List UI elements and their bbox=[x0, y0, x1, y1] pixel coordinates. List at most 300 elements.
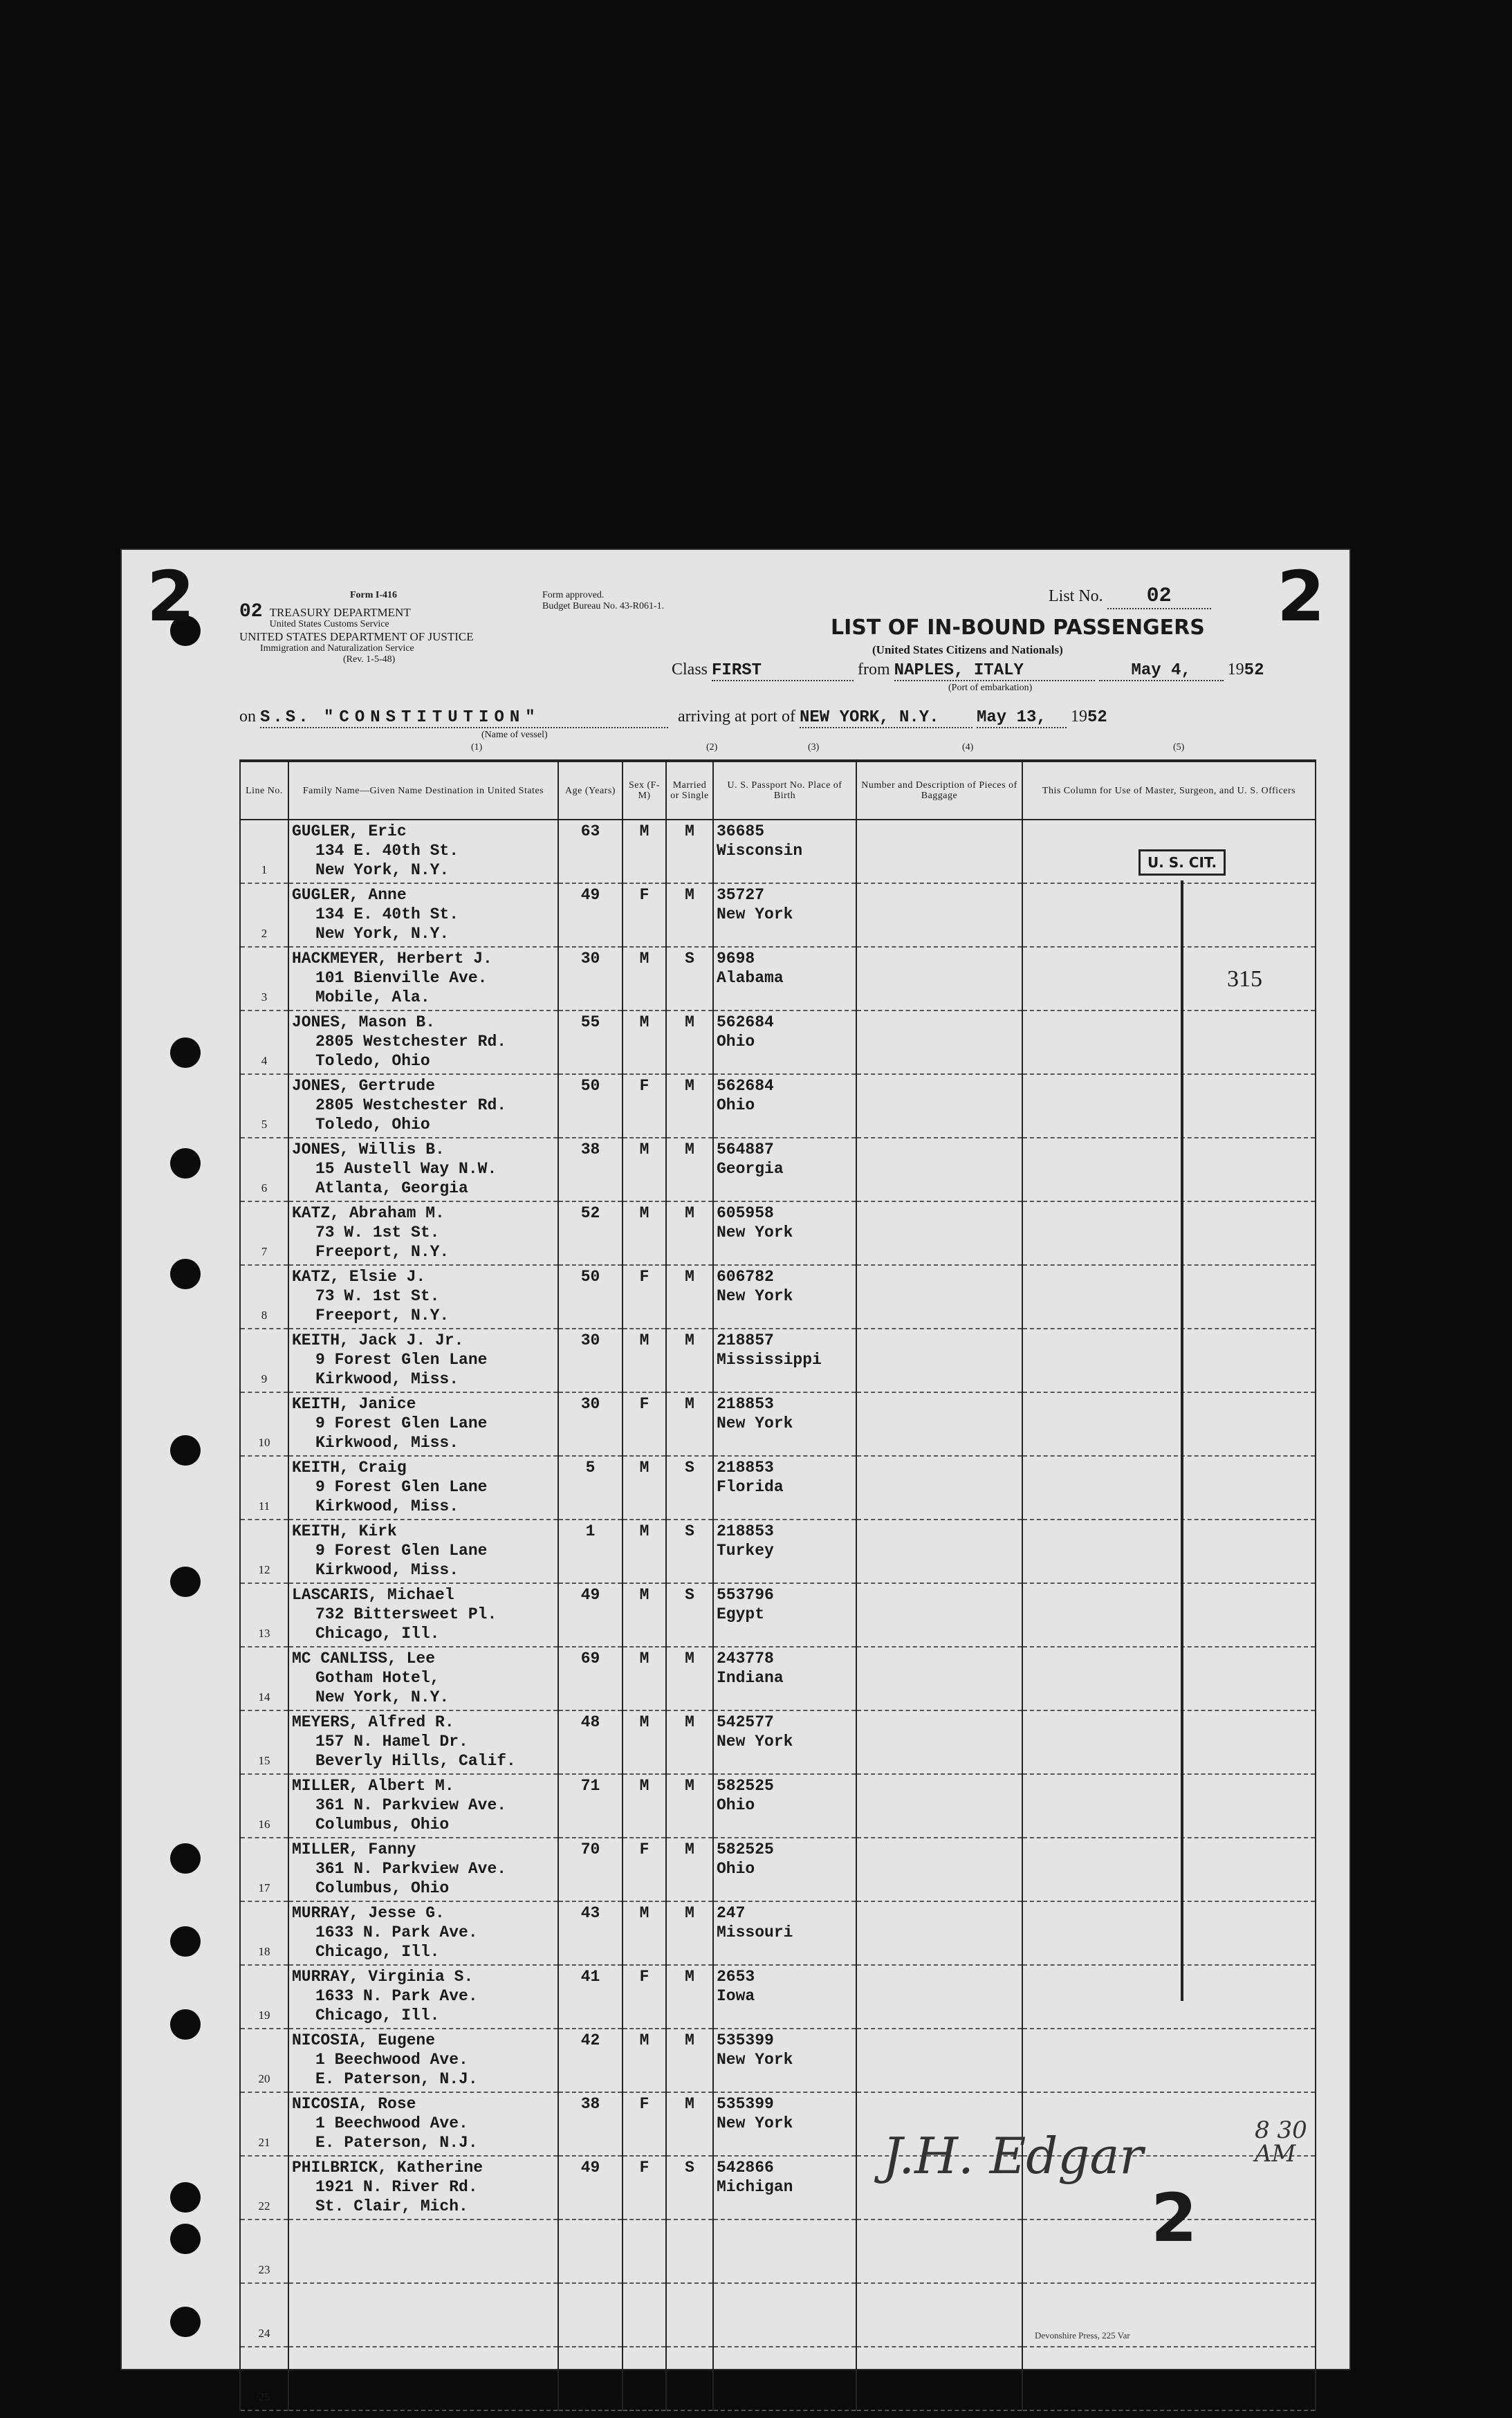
col-index-3: (3) bbox=[808, 742, 820, 753]
officer-cell bbox=[1022, 1774, 1316, 1838]
line-number: 2 bbox=[240, 883, 288, 947]
table-row bbox=[240, 2029, 1316, 2092]
address-line: 9 Forest Glen Lane bbox=[315, 1414, 488, 1432]
passenger-age: 38 bbox=[558, 1138, 623, 1201]
baggage-cell bbox=[856, 1010, 1022, 1074]
table-row bbox=[240, 1329, 1316, 1392]
binder-hole bbox=[170, 2307, 201, 2337]
passenger-marital-status: M bbox=[666, 2029, 713, 2092]
us-citizen-stamp: U. S. CIT. bbox=[1138, 849, 1226, 876]
baggage-cell bbox=[856, 1901, 1022, 1965]
passenger-name-address bbox=[288, 1647, 558, 1710]
passenger-age bbox=[558, 2347, 623, 2410]
approval-block bbox=[542, 590, 664, 612]
passenger-sex: F bbox=[623, 883, 666, 947]
binder-hole bbox=[170, 1926, 201, 1957]
col-baggage: Number and Description of Pieces of Baggage bbox=[856, 761, 1022, 820]
line-number: 25 bbox=[240, 2347, 288, 2410]
address-city: Kirkwood, Miss. bbox=[315, 1497, 459, 1515]
passenger-sex: M bbox=[623, 1583, 666, 1647]
birth-place: Indiana bbox=[717, 1669, 784, 1687]
binder-hole bbox=[170, 2224, 201, 2254]
passport-number: 2653 bbox=[717, 1968, 755, 1986]
table-row bbox=[240, 1392, 1316, 1456]
table-row bbox=[240, 1201, 1316, 1265]
passenger-sex: M bbox=[623, 1138, 666, 1201]
address-line: 1921 N. River Rd. bbox=[315, 2178, 478, 2196]
address-line: 361 N. Parkview Ave. bbox=[315, 1860, 507, 1878]
passport-birthplace bbox=[713, 1520, 856, 1583]
passenger-name: KEITH, Jack J. Jr. bbox=[292, 1331, 464, 1349]
baggage-cell bbox=[856, 1456, 1022, 1520]
passenger-marital-status: S bbox=[666, 2156, 713, 2219]
passenger-name-address bbox=[288, 1838, 558, 1901]
table-row bbox=[240, 1647, 1316, 1710]
passenger-sex: F bbox=[623, 2092, 666, 2156]
officer-cell bbox=[1022, 1010, 1316, 1074]
col-officers: This Column for Use of Master, Surgeon, and U. S. Officers bbox=[1022, 761, 1316, 820]
passenger-name-address bbox=[288, 2347, 558, 2410]
passenger-age: 5 bbox=[558, 1456, 623, 1520]
address-line: 9 Forest Glen Lane bbox=[315, 1542, 488, 1560]
baggage-cell bbox=[856, 1265, 1022, 1329]
address-city: Kirkwood, Miss. bbox=[315, 1561, 459, 1579]
passenger-age: 42 bbox=[558, 2029, 623, 2092]
baggage-cell bbox=[856, 883, 1022, 947]
passenger-age: 70 bbox=[558, 1838, 623, 1901]
officer-cell bbox=[1022, 1710, 1316, 1774]
passenger-marital-status: M bbox=[666, 1710, 713, 1774]
passenger-age: 52 bbox=[558, 1201, 623, 1265]
passport-number: 542866 bbox=[717, 2159, 774, 2177]
line-number: 4 bbox=[240, 1010, 288, 1074]
passport-birthplace bbox=[713, 1265, 856, 1329]
baggage-cell bbox=[856, 2029, 1022, 2092]
vessel-prefix: S.S. bbox=[260, 708, 311, 727]
passenger-age: 71 bbox=[558, 1774, 623, 1838]
voyage-line bbox=[672, 661, 1264, 681]
document-subtitle: (United States Citizens and Nationals) bbox=[872, 643, 1063, 656]
line-number: 20 bbox=[240, 2029, 288, 2092]
passenger-name: LASCARIS, Michael bbox=[292, 1586, 454, 1604]
baggage-cell bbox=[856, 1074, 1022, 1138]
line-number: 15 bbox=[240, 1710, 288, 1774]
passenger-name: KEITH, Kirk bbox=[292, 1522, 397, 1540]
address-line: 134 E. 40th St. bbox=[315, 905, 459, 923]
passenger-name-address bbox=[288, 1965, 558, 2029]
birth-place: Iowa bbox=[717, 1987, 755, 2005]
passport-birthplace bbox=[713, 1583, 856, 1647]
officer-cell bbox=[1022, 1520, 1316, 1583]
passport-birthplace bbox=[713, 2092, 856, 2156]
agency-block bbox=[239, 590, 502, 665]
passenger-sex: M bbox=[623, 1520, 666, 1583]
address-city: Chicago, Ill. bbox=[315, 1943, 440, 1961]
baggage-cell bbox=[856, 1138, 1022, 1201]
address-city: Kirkwood, Miss. bbox=[315, 1434, 459, 1452]
passenger-name-address bbox=[288, 883, 558, 947]
class-value: FIRST bbox=[712, 661, 854, 681]
officer-cell bbox=[1022, 1074, 1316, 1138]
officer-cell bbox=[1022, 947, 1316, 1010]
passport-number: 535399 bbox=[717, 2031, 774, 2049]
line-number: 9 bbox=[240, 1329, 288, 1392]
passenger-marital-status: M bbox=[666, 1838, 713, 1901]
passenger-sex: M bbox=[623, 1010, 666, 1074]
passport-birthplace bbox=[713, 1201, 856, 1265]
passenger-sex: F bbox=[623, 2156, 666, 2219]
passenger-sex bbox=[623, 2347, 666, 2410]
passenger-name-address bbox=[288, 1074, 558, 1138]
passenger-age: 1 bbox=[558, 1520, 623, 1583]
address-line: 2805 Westchester Rd. bbox=[315, 1033, 507, 1051]
address-line: 157 N. Hamel Dr. bbox=[315, 1733, 468, 1751]
on-label: on bbox=[239, 708, 256, 726]
birth-place: New York bbox=[717, 1414, 793, 1432]
passport-number: 564887 bbox=[717, 1141, 774, 1159]
passenger-name-address bbox=[288, 1265, 558, 1329]
passport-number: 35727 bbox=[717, 886, 765, 904]
table-row bbox=[240, 1138, 1316, 1201]
baggage-cell bbox=[856, 1583, 1022, 1647]
passenger-marital-status: M bbox=[666, 1201, 713, 1265]
baggage-cell bbox=[856, 820, 1022, 883]
passenger-name-address bbox=[288, 2219, 558, 2283]
passenger-name: MURRAY, Virginia S. bbox=[292, 1968, 474, 1986]
document-title: LIST OF IN-BOUND PASSENGERS bbox=[831, 616, 1205, 640]
passenger-marital-status: M bbox=[666, 1647, 713, 1710]
depart-date: May 4, bbox=[1099, 661, 1224, 681]
passenger-age bbox=[558, 2283, 623, 2347]
vessel-line bbox=[239, 708, 1107, 728]
passport-birthplace bbox=[713, 1774, 856, 1838]
passenger-name-address bbox=[288, 1901, 558, 1965]
passenger-marital-status: M bbox=[666, 1074, 713, 1138]
line-number: 3 bbox=[240, 947, 288, 1010]
passenger-name: KATZ, Abraham M. bbox=[292, 1204, 445, 1222]
passenger-age: 43 bbox=[558, 1901, 623, 1965]
passport-birthplace bbox=[713, 1647, 856, 1710]
passenger-sex: M bbox=[623, 1647, 666, 1710]
address-city: Mobile, Ala. bbox=[315, 988, 430, 1006]
year-suffix: 52 bbox=[1244, 661, 1264, 680]
address-city: Kirkwood, Miss. bbox=[315, 1370, 459, 1388]
address-city: Atlanta, Georgia bbox=[315, 1179, 468, 1197]
address-city: Toledo, Ohio bbox=[315, 1052, 430, 1070]
printer-imprint: Devonshire Press, 225 Var bbox=[1035, 2330, 1130, 2341]
address-city: Columbus, Ohio bbox=[315, 1879, 450, 1897]
line-number: 24 bbox=[240, 2283, 288, 2347]
binder-hole bbox=[170, 2182, 201, 2213]
birth-place: New York bbox=[717, 905, 793, 923]
passenger-marital-status: M bbox=[666, 1774, 713, 1838]
passenger-name: MILLER, Albert M. bbox=[292, 1777, 454, 1795]
passenger-sex: F bbox=[623, 1074, 666, 1138]
baggage-cell bbox=[856, 1965, 1022, 2029]
passport-number: 9698 bbox=[717, 950, 755, 968]
passport-number: 218857 bbox=[717, 1331, 774, 1349]
passenger-name: JONES, Willis B. bbox=[292, 1141, 445, 1159]
manifest-page bbox=[122, 550, 1349, 2403]
passenger-name-address bbox=[288, 947, 558, 1010]
passport-number: 243778 bbox=[717, 1650, 774, 1668]
table-row bbox=[240, 1838, 1316, 1901]
address-city: Chicago, Ill. bbox=[315, 2006, 440, 2024]
corner-number-right: 2 bbox=[1277, 556, 1325, 637]
passenger-name-address bbox=[288, 1138, 558, 1201]
address-line: 9 Forest Glen Lane bbox=[315, 1478, 488, 1496]
passport-number: 605958 bbox=[717, 1204, 774, 1222]
table-row bbox=[240, 1456, 1316, 1520]
passenger-name: KEITH, Janice bbox=[292, 1395, 416, 1413]
col-index-2: (2) bbox=[706, 742, 718, 753]
passport-birthplace bbox=[713, 883, 856, 947]
address-line: 2805 Westchester Rd. bbox=[315, 1096, 507, 1114]
binder-hole bbox=[170, 1259, 201, 1289]
passenger-marital-status: M bbox=[666, 1138, 713, 1201]
passenger-sex: F bbox=[623, 1265, 666, 1329]
address-city: E. Paterson, N.J. bbox=[315, 2134, 478, 2152]
passenger-sex: F bbox=[623, 1965, 666, 2029]
year-prefix: 19 bbox=[1227, 661, 1244, 679]
passenger-name-address bbox=[288, 1520, 558, 1583]
signature-time: 8 30 AM bbox=[1255, 2116, 1307, 2168]
passport-number: 582525 bbox=[717, 1840, 774, 1858]
passport-birthplace bbox=[713, 2283, 856, 2347]
passenger-name: JONES, Gertrude bbox=[292, 1077, 436, 1095]
passenger-age: 38 bbox=[558, 2092, 623, 2156]
passenger-age: 41 bbox=[558, 1965, 623, 2029]
baggage-cell bbox=[856, 1392, 1022, 1456]
line-number: 8 bbox=[240, 1265, 288, 1329]
passenger-sex: M bbox=[623, 1710, 666, 1774]
passenger-name-address bbox=[288, 1329, 558, 1392]
address-line: Gotham Hotel, bbox=[315, 1669, 440, 1687]
line-number: 7 bbox=[240, 1201, 288, 1265]
officer-cell bbox=[1022, 1456, 1316, 1520]
passport-number: 606782 bbox=[717, 1268, 774, 1286]
passenger-age: 49 bbox=[558, 2156, 623, 2219]
passport-birthplace bbox=[713, 947, 856, 1010]
birth-place: Georgia bbox=[717, 1160, 784, 1178]
line-number: 13 bbox=[240, 1583, 288, 1647]
passport-birthplace bbox=[713, 1901, 856, 1965]
passenger-age: 69 bbox=[558, 1647, 623, 1710]
address-city: Toledo, Ohio bbox=[315, 1116, 430, 1134]
class-label: Class bbox=[672, 661, 708, 679]
officer-cell bbox=[1022, 1329, 1316, 1392]
passport-number: 562684 bbox=[717, 1013, 774, 1031]
list-no-value: 02 bbox=[1107, 584, 1211, 609]
passenger-marital-status: M bbox=[666, 1265, 713, 1329]
passenger-name-address bbox=[288, 1710, 558, 1774]
passport-birthplace bbox=[713, 1965, 856, 2029]
passenger-marital-status: S bbox=[666, 1456, 713, 1520]
passenger-sex: M bbox=[623, 1329, 666, 1392]
birth-place: New York bbox=[717, 1287, 793, 1305]
binder-hole bbox=[170, 1148, 201, 1179]
passenger-table bbox=[239, 759, 1316, 2411]
passenger-name: NICOSIA, Rose bbox=[292, 2095, 416, 2113]
passenger-name-address bbox=[288, 2092, 558, 2156]
passenger-sex: M bbox=[623, 2029, 666, 2092]
baggage-cell bbox=[856, 1710, 1022, 1774]
birth-place: Egypt bbox=[717, 1605, 765, 1623]
form-approved: Form approved. bbox=[542, 590, 605, 600]
passport-number: 218853 bbox=[717, 1459, 774, 1477]
officer-cell bbox=[1022, 2347, 1316, 2410]
passport-birthplace bbox=[713, 1710, 856, 1774]
passenger-name: JONES, Mason B. bbox=[292, 1013, 436, 1031]
line-number: 6 bbox=[240, 1138, 288, 1201]
table-row bbox=[240, 1583, 1316, 1647]
birth-place: Alabama bbox=[717, 969, 784, 987]
birth-place: New York bbox=[717, 1733, 793, 1751]
passenger-age: 30 bbox=[558, 1329, 623, 1392]
col-passport: U. S. Passport No. Place of Birth bbox=[713, 761, 856, 820]
binder-hole bbox=[170, 1843, 201, 1874]
address-city: Columbus, Ohio bbox=[315, 1816, 450, 1834]
passenger-age: 48 bbox=[558, 1710, 623, 1774]
table-row bbox=[240, 883, 1316, 947]
passenger-name-address bbox=[288, 1456, 558, 1520]
table-row bbox=[240, 1265, 1316, 1329]
form-code: 02 bbox=[239, 601, 263, 622]
binder-hole bbox=[170, 1037, 201, 1068]
passport-number: 218853 bbox=[717, 1395, 774, 1413]
inspector-signature: J.H. Edgar bbox=[883, 2127, 1143, 2185]
passenger-name: KEITH, Craig bbox=[292, 1459, 407, 1477]
passport-number: 582525 bbox=[717, 1777, 774, 1795]
col-index-5: (5) bbox=[1173, 742, 1185, 753]
corner-number-left: 2 bbox=[147, 556, 195, 637]
table-row bbox=[240, 1901, 1316, 1965]
passenger-name: MC CANLISS, Lee bbox=[292, 1650, 436, 1668]
table-row bbox=[240, 2347, 1316, 2410]
address-line: 73 W. 1st St. bbox=[315, 1224, 440, 1242]
passport-number: 535399 bbox=[717, 2095, 774, 2113]
table-row bbox=[240, 1710, 1316, 1774]
birth-place: Michigan bbox=[717, 2178, 793, 2196]
col-index-1: (1) bbox=[471, 742, 483, 753]
binder-hole bbox=[170, 1567, 201, 1597]
line-number: 19 bbox=[240, 1965, 288, 2029]
passenger-marital-status: M bbox=[666, 1010, 713, 1074]
passenger-marital-status: S bbox=[666, 947, 713, 1010]
line-number: 21 bbox=[240, 2092, 288, 2156]
birth-place: New York bbox=[717, 2114, 793, 2132]
col-name: Family Name—Given Name Destination in United States bbox=[288, 761, 558, 820]
birth-place: Mississippi bbox=[717, 1351, 822, 1369]
address-line: 1633 N. Park Ave. bbox=[315, 1987, 478, 2005]
form-label: Form I-416 bbox=[350, 590, 398, 600]
customs-service: United States Customs Service bbox=[269, 619, 389, 629]
passport-number: 36685 bbox=[717, 822, 765, 840]
line-number: 11 bbox=[240, 1456, 288, 1520]
line-number: 23 bbox=[240, 2219, 288, 2283]
passenger-name-address bbox=[288, 820, 558, 883]
arrival-port: NEW YORK, N.Y. bbox=[800, 708, 972, 728]
passport-birthplace bbox=[713, 2347, 856, 2410]
passenger-name: MURRAY, Jesse G. bbox=[292, 1904, 445, 1922]
passenger-age bbox=[558, 2219, 623, 2283]
passenger-name: NICOSIA, Eugene bbox=[292, 2031, 436, 2049]
ins-service: Immigration and Naturalization Service bbox=[260, 643, 414, 654]
birth-place: Wisconsin bbox=[717, 842, 803, 860]
officer-cell bbox=[1022, 1392, 1316, 1456]
passenger-age: 50 bbox=[558, 1074, 623, 1138]
birth-place: New York bbox=[717, 1224, 793, 1242]
baggage-cell bbox=[856, 1329, 1022, 1392]
passport-number: 553796 bbox=[717, 1586, 774, 1604]
passport-birthplace bbox=[713, 2029, 856, 2092]
passenger-marital-status: S bbox=[666, 1520, 713, 1583]
table-row bbox=[240, 1520, 1316, 1583]
passenger-marital-status: M bbox=[666, 1901, 713, 1965]
table-row bbox=[240, 1010, 1316, 1074]
passenger-sex: M bbox=[623, 1901, 666, 1965]
passenger-sex: M bbox=[623, 1774, 666, 1838]
table-row bbox=[240, 1774, 1316, 1838]
passport-birthplace bbox=[713, 1138, 856, 1201]
line-number: 5 bbox=[240, 1074, 288, 1138]
table-header-row bbox=[240, 761, 1316, 820]
signature-count: 2 bbox=[1151, 2179, 1197, 2257]
passenger-age: 49 bbox=[558, 1583, 623, 1647]
address-line: 1 Beechwood Ave. bbox=[315, 2114, 468, 2132]
address-city: Freeport, N.Y. bbox=[315, 1307, 450, 1325]
baggage-cell bbox=[856, 1647, 1022, 1710]
list-no-label: List No. bbox=[1049, 587, 1103, 605]
address-line: 101 Bienville Ave. bbox=[315, 969, 488, 987]
line-number: 12 bbox=[240, 1520, 288, 1583]
passenger-name-address bbox=[288, 2029, 558, 2092]
address-city: Chicago, Ill. bbox=[315, 1625, 440, 1643]
passport-birthplace bbox=[713, 1010, 856, 1074]
passenger-name-address bbox=[288, 1392, 558, 1456]
passenger-sex: F bbox=[623, 1392, 666, 1456]
passenger-marital-status bbox=[666, 2347, 713, 2410]
passenger-age: 30 bbox=[558, 947, 623, 1010]
passport-birthplace bbox=[713, 820, 856, 883]
embark-caption: (Port of embarkation) bbox=[948, 683, 1033, 693]
address-line: 1 Beechwood Ave. bbox=[315, 2051, 468, 2069]
baggage-cell bbox=[856, 947, 1022, 1010]
passenger-name: KATZ, Elsie J. bbox=[292, 1268, 426, 1286]
passenger-marital-status: M bbox=[666, 2092, 713, 2156]
birth-place: Florida bbox=[717, 1478, 784, 1496]
passenger-name-address bbox=[288, 1010, 558, 1074]
passenger-marital-status: S bbox=[666, 1583, 713, 1647]
address-line: 1633 N. Park Ave. bbox=[315, 1923, 478, 1941]
col-line-no: Line No. bbox=[240, 761, 288, 820]
address-line: 9 Forest Glen Lane bbox=[315, 1351, 488, 1369]
passport-number: 247 bbox=[717, 1904, 746, 1922]
address-city: St. Clair, Mich. bbox=[315, 2197, 468, 2215]
list-number bbox=[1049, 584, 1211, 609]
passenger-age: 63 bbox=[558, 820, 623, 883]
passenger-age: 30 bbox=[558, 1392, 623, 1456]
passport-birthplace bbox=[713, 1838, 856, 1901]
vessel-name: "CONSTITUTION" bbox=[324, 708, 541, 727]
passenger-marital-status: M bbox=[666, 883, 713, 947]
passport-number: 542577 bbox=[717, 1713, 774, 1731]
officer-cell bbox=[1022, 1265, 1316, 1329]
passenger-marital-status bbox=[666, 2283, 713, 2347]
address-city: E. Paterson, N.J. bbox=[315, 2070, 478, 2088]
line-number: 16 bbox=[240, 1774, 288, 1838]
table-row bbox=[240, 1965, 1316, 2029]
